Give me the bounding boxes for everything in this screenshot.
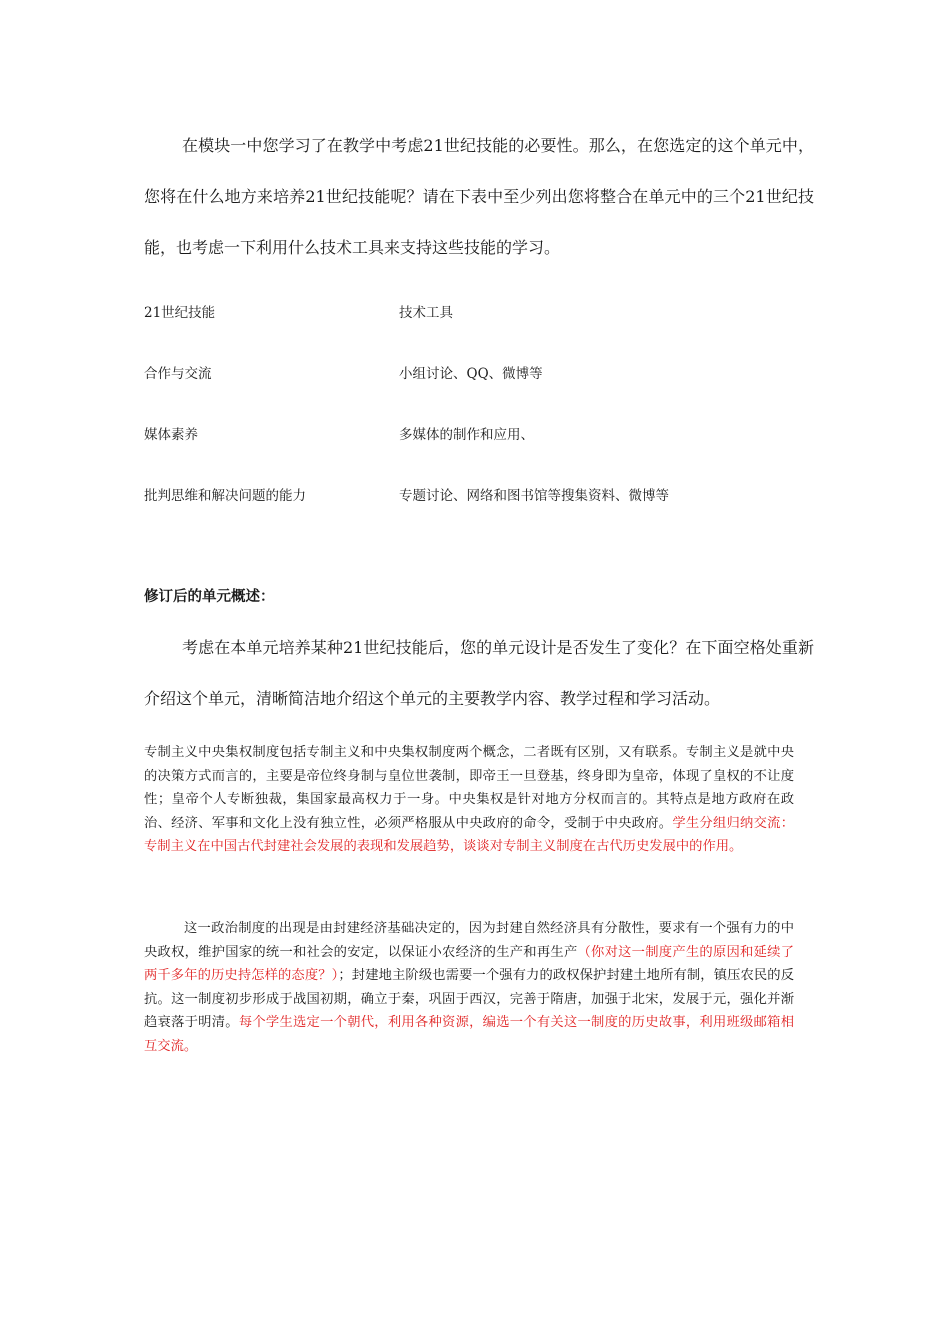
skill-cell: 合作与交流: [144, 365, 212, 382]
skills-tools-table: [144, 280, 804, 524]
skill-cell: 批判思维和解决问题的能力: [144, 487, 306, 504]
tool-cell: 专题讨论、网络和图书馆等搜集资料、微博等: [399, 487, 669, 504]
header-tool: 技术工具: [399, 304, 453, 321]
table-row: [144, 402, 804, 463]
revised-overview-intro: 考虑在本单元培养某种21世纪技能后，您的单元设计是否发生了变化？在下面空格处重新介绍这个单元，清晰简洁地介绍这个单元的主要教学内容、教学过程和学习活动。: [144, 638, 814, 708]
paragraph-2-text-b: ；封建地主阶级也需要一个强有力的政权保护封建土地所有制，镇压农民的反抗。这一制度初步形成于战国初期，确立于秦，巩固于西汉，完善于隋唐，加强于北宋，发展于元，强化并渐趋衰落于明清。: [144, 968, 795, 1031]
table-row: [144, 463, 804, 524]
paragraph-2-text-a: 这一政治制度的出现是由封建经济基础决定的，因为封建自然经济具有分散性，要求有一个强有力的中央政权，维护国家的统一和社会的安定，以保证小农经济的生产和再生产: [144, 921, 794, 960]
table-header-row: [144, 280, 804, 341]
unit-paragraph-2: [144, 917, 794, 1059]
skill-cell: 媒体素养: [144, 426, 198, 443]
paragraph-1-activity: 学生分组归纳交流：专制主义在中国古代封建社会发展的表现和发展趋势，谈谈对专制主义制度在古代历史发展中的作用。: [144, 815, 794, 855]
header-skill: 21世纪技能: [144, 304, 216, 321]
revised-overview-title: 修订后的单元概述：: [144, 588, 275, 605]
paragraph-2-question: （你对这一制度产生的原因和延续了两千多年的历史持怎样的态度？）: [144, 944, 794, 984]
table-row: [144, 341, 804, 402]
paragraph-1-text: 专制主义中央集权制度包括专制主义和中央集权制度两个概念，二者既有区别，又有联系。专制主义是就中央的决策方式而言的，主要是帝位终身制与皇位世袭制，即帝王一旦登基，终身即为皇帝，体现了皇权的不让度性；皇帝个人专断独裁，集国家最高权力于一身。中央集权是针对地方分权而言的。其特点是地方政府在政治、经济、军事和文化上没有独立性，必须严格服从中央政府的命令，受制于中央政府。: [144, 745, 794, 831]
unit-paragraph-1: [144, 741, 794, 859]
tool-cell: 多媒体的制作和应用、: [399, 426, 534, 443]
module-intro-paragraph: 在模块一中您学习了在教学中考虑21世纪技能的必要性。那么，在您选定的这个单元中，您将在什么地方来培养21世纪技能呢？请在下表中至少列出您将整合在单元中的三个21世纪技能，也考虑一下利用什么技术工具来支持这些技能的学习。: [144, 136, 814, 257]
tool-cell: 小组讨论、QQ、微博等: [399, 365, 543, 382]
paragraph-2-activity: 每个学生选定一个朝代，利用各种资源，编选一个有关这一制度的历史故事，利用班级邮箱相互交流。: [144, 1015, 794, 1054]
